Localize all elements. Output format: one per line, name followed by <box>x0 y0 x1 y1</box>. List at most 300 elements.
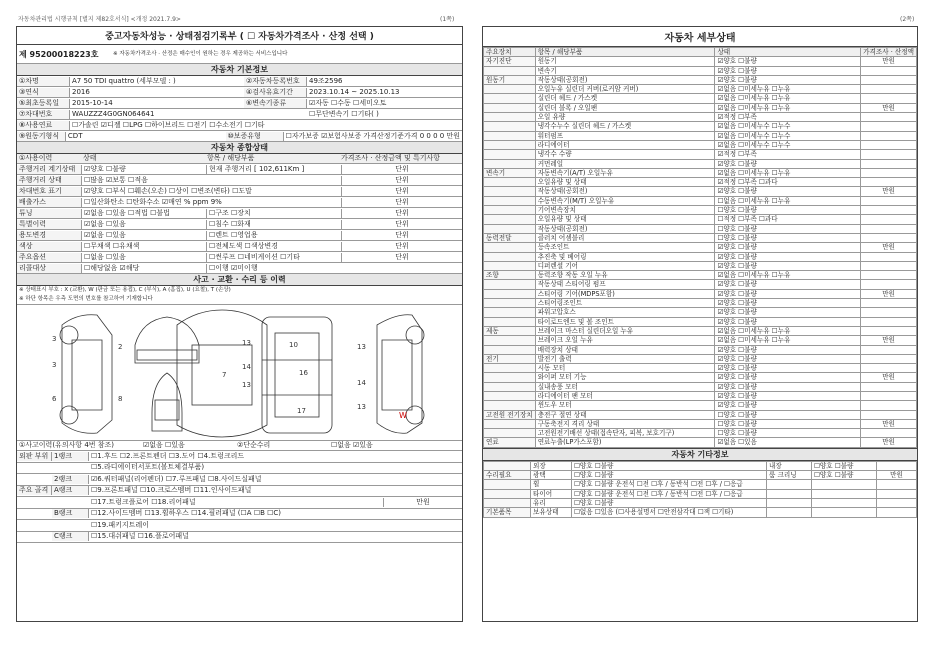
other-row <box>484 489 917 498</box>
detail-group <box>484 224 536 233</box>
basic-row <box>17 76 462 87</box>
general-state: ☑없음 ☐있음 <box>84 230 126 239</box>
other-info-table <box>483 461 917 518</box>
general-row <box>17 208 462 219</box>
general-state: ☐무채색 ☐유채색 <box>84 241 140 250</box>
detail-row <box>484 429 917 438</box>
detail-state: ☐양호 ☐불량 <box>715 206 861 215</box>
other-label: 광택 <box>531 471 572 480</box>
detail-item: 발전기 출력 <box>535 354 715 363</box>
svg-text:6: 6 <box>52 395 57 403</box>
detail-price <box>861 66 917 75</box>
other-state: ☐양호 ☐불량 <box>572 471 767 480</box>
detail-price <box>861 299 917 308</box>
detail-state: ☑없음 ☐미세누유 ☐누유 <box>715 271 861 280</box>
detail-status-table: 주요장치 항목 / 해당부품 상태 가격조사 · 산정액 자기진단 원동기 ☑양호 ☐불량 만원 변속기 ☑양호 ☐불량 원동기 작동상태(공회전) ☑양호 ☐불량 오일누유 실린더 커버(로커암 커버) ☑없음 ☐미세누유 ☐누유 실린더 헤드 / 가스켓 ☑없음 ☐미세누유 ☐누유 실린더 블록 / 오일팬 ☑없음 ☐미세누유 ☐누유 만원 오일 유량 ☑적정 ☐부족 냉각수누수 실린더 헤드 / 가스켓 ☑없음 ☐미세누수 ☐누수 워터펌프 ☑없음 ☐미세누수 ☐누수 라디에이터 ☑없음 ☐미세누수 ☐누수 냉각수 수량 ☑적정 ☐부족 커먼레일 ☑양호 ☐불량 변속기 자동변속기(A/T) 오일누유 ☑없음 ☐미세누유 ☐누유 오일유량 및 상태 ☑적정 ☐부족 ☐과다 작동상태(공회전) ☑양호 ☐불량 만원 수동변속기(M/T) 오일누유 ☐없음 ☐미세누유 ☐누유 기어변속장치 ☐양호 ☐불량 오일유량 및 상태 ☐적정 ☐부족 ☐과다 작동상태(공회전) ☐양호 ☐불량 동력전달 클러치 어셈블리 ☐양호 ☐불량 등속조인트 ☑양호 ☐불량 만원 추진축 및 베어링 ☑양호 ☐불량 디퍼렌셜 기어 ☑양호 ☐불량 조향 동력조향 작동 오일 누유 ☑없음 ☐미세누유 ☐누유 작동상태 스티어링 펌프 ☑양호 ☐불량 스티어링 기어(MDPS포함) ☑양호 ☐불량 만원 스티어링조인트 ☑양호 ☐불량 파워고압호스 ☑양호 ☐불량 타이로드엔드 및 볼 조인트 ☑양호 ☐불량 제동 브레이크 마스터 실린더오일 누유 ☑없음 ☐미세누유 ☐누유 브레이크 오일 누유 ☑없음 ☐미세누유 ☐누유 만원 배력장치 상태 ☑양호 ☐불량 전기 발전기 출력 ☑양호 ☐불량 시동 모터 ☑양호 ☐불량 와이퍼 모터 기능 ☑양호 ☐불량 만원 실내송풍 모터 ☑양호 ☐불량 라디에이터 팬 모터 ☑양호 ☐불량 윈도우 모터 ☑양호 ☐불량 고전원 전기장치 충전구 절연 상태 ☐양호 ☐불량 구동축전지 격리 상태 ☐양호 ☐불량 만원 고전원전기배선 상태(접속단자, 피복, 보호기구) ☐양호 ☐불량 연료 연료누출(LP가스포함) ☑없음 ☐있음 만원 <box>483 47 917 448</box>
detail-item: 타이로드엔드 및 볼 조인트 <box>535 317 715 326</box>
general-price: 단위 <box>341 176 462 185</box>
detail-row <box>484 113 917 122</box>
panel-row <box>17 451 462 463</box>
detail-group <box>484 308 536 317</box>
detail-item: 자동변속기(A/T) 오일누유 <box>535 168 715 177</box>
detail-item: 오일유량 및 상태 <box>535 178 715 187</box>
detail-state: ☑양호 ☐불량 <box>715 75 861 84</box>
car-top-icon <box>152 373 182 431</box>
detail-row <box>484 299 917 308</box>
detail-price <box>861 224 917 233</box>
detail-group: 제동 <box>484 326 536 335</box>
detail-state: ☑양호 ☐불량 <box>715 280 861 289</box>
panel-group: 주요 골격 <box>17 486 52 495</box>
general-price: 단위 <box>341 231 462 240</box>
detail-group <box>484 243 536 252</box>
detail-row <box>484 280 917 289</box>
basic-value: ☐가솔린 ☑디젤 ☐LPG ☐하이브리드 ☐전기 ☐수소전기 ☐기타 <box>72 120 265 129</box>
general-state: ☑없음 ☐있음 <box>84 219 126 228</box>
svg-text:13: 13 <box>357 403 366 411</box>
detail-group <box>484 150 536 159</box>
detail-row <box>484 419 917 428</box>
detail-row <box>484 308 917 317</box>
panel-items: ☐17.트렁크플로어 ☐18.리어패널 <box>91 497 196 506</box>
detail-group: 조향 <box>484 271 536 280</box>
detail-price <box>861 364 917 373</box>
detail-row <box>484 401 917 410</box>
detail-price <box>861 391 917 400</box>
svg-text:3: 3 <box>52 335 57 343</box>
detail-price: 만원 <box>861 57 917 66</box>
svg-text:3: 3 <box>52 361 57 369</box>
detail-row <box>484 261 917 270</box>
basic-value: 2015-10-14 <box>72 98 113 107</box>
detail-row <box>484 206 917 215</box>
detail-group <box>484 429 536 438</box>
basic-label: ⑤최초등록일 <box>17 99 70 108</box>
detail-group <box>484 94 536 103</box>
other-label-2: 내장 <box>767 461 812 470</box>
basic-label: ⑨원동기형식 <box>17 132 66 141</box>
panel-row <box>17 474 462 486</box>
other-group: 수리필요 <box>484 471 531 480</box>
detail-state: ☑양호 ☐불량 <box>715 252 861 261</box>
other-group: 기본품목 <box>484 508 531 517</box>
other-state: ☐없음 ☐있음 (☐사용설명서 ☐안전삼각대 ☐잭 ☐기타) <box>572 508 767 517</box>
general-label: 리콜대상 <box>17 264 82 273</box>
detail-state: ☑양호 ☐불량 <box>715 57 861 66</box>
detail-price <box>861 401 917 410</box>
basic-value-2: 49조2596 <box>309 76 343 85</box>
other-label: 타이어 <box>531 489 572 498</box>
detail-price <box>861 75 917 84</box>
detail-price <box>861 85 917 94</box>
panel-rank: 2랭크 <box>52 475 89 484</box>
general-price: 단위 <box>341 220 462 229</box>
detail-state: ☑양호 ☐불량 <box>715 187 861 196</box>
detail-item: 구동축전지 격리 상태 <box>535 419 715 428</box>
detail-price <box>861 206 917 215</box>
detail-row <box>484 252 917 261</box>
panel-items: ☐12.사이드멤버 ☐13.휠하우스 ☐14.필러패널 (☐A ☐B ☐C) <box>91 509 282 518</box>
car-side-left-icon <box>60 315 112 434</box>
detail-row <box>484 187 917 196</box>
panel-items: ☐9.프론트패널 ☐10.크로스멤버 ☐11.인사이드패널 <box>91 486 252 495</box>
general-status-header: ①사용이력 상태 항목 / 해당부품 가격조사 · 산정금액 및 특기사항 <box>17 154 462 164</box>
detail-group <box>484 261 536 270</box>
detail-item: 실린더 블록 / 오일팬 <box>535 103 715 112</box>
other-label-2 <box>767 489 812 498</box>
panel-items: ☑6.쿼터패널(리어펜더) ☐7.루프패널 ☐8.사이드실패널 <box>91 474 262 483</box>
panel-items: ☐19.패키지트레이 <box>91 520 149 529</box>
detail-item: 스티어링조인트 <box>535 299 715 308</box>
svg-text:14: 14 <box>357 379 366 387</box>
panel-items: ☐1.후드 ☐2.프론트펜더 ☐3.도어 ☐4.트렁크리드 <box>91 451 245 460</box>
detail-row <box>484 271 917 280</box>
general-item: ☐침수 ☐화재 <box>206 220 341 229</box>
basic-row <box>17 120 462 131</box>
detail-state: ☐없음 ☐미세누유 ☐누유 <box>715 196 861 205</box>
detail-price <box>861 178 917 187</box>
detail-item: 작동상태(공회전) <box>535 187 715 196</box>
svg-text:7: 7 <box>222 371 227 379</box>
detail-price: 만원 <box>861 243 917 252</box>
detail-row <box>484 75 917 84</box>
svg-text:2: 2 <box>118 343 123 351</box>
detail-price: 만원 <box>861 289 917 298</box>
general-status-title: 자동차 종합상태 <box>17 142 462 154</box>
general-row <box>17 230 462 241</box>
detail-row <box>484 168 917 177</box>
detail-group: 연료 <box>484 438 536 447</box>
detail-row <box>484 289 917 298</box>
basic-label-2: ②자동차등록번호 <box>244 77 307 86</box>
other-row <box>484 471 917 480</box>
general-label: 튜닝 <box>17 209 82 218</box>
other-group <box>484 489 531 498</box>
detail-row <box>484 224 917 233</box>
detail-item: 변속기 <box>535 66 715 75</box>
panel-rank: A랭크 <box>52 486 89 495</box>
panel-items: ☐15.대쉬패널 ☐16.플로어패널 <box>91 532 189 541</box>
other-price <box>877 489 917 498</box>
basic-label-2: ⑥변속기종류 <box>244 99 307 108</box>
detail-group <box>484 66 536 75</box>
general-price: 단위 <box>341 253 462 262</box>
other-label: 휠 <box>531 480 572 489</box>
general-item: ☐전체도색 ☐색상변경 <box>206 242 341 251</box>
detail-row <box>484 196 917 205</box>
detail-state: ☑양호 ☐불량 <box>715 66 861 75</box>
other-group <box>484 480 531 489</box>
basic-label: ①차명 <box>17 77 70 86</box>
detail-row <box>484 66 917 75</box>
svg-text:13: 13 <box>357 343 366 351</box>
general-row <box>17 219 462 230</box>
basic-value: CDT <box>67 131 83 140</box>
general-label: 특별이력 <box>17 220 82 229</box>
general-item: ☐구조 ☐장치 <box>206 209 341 218</box>
general-price: 단위 <box>341 242 462 251</box>
general-state: ☑양호 ☐부식 ☐훼손(오손) ☐상이 ☐변조(변타) ☐도말 <box>84 186 252 195</box>
detail-state: ☑없음 ☐미세누유 ☐누유 <box>715 336 861 345</box>
document-number: 제 95200018223호 <box>19 49 99 59</box>
detail-state: ☑없음 ☐미세누유 ☐누유 <box>715 103 861 112</box>
basic-value-2: ☑자동 ☐수동 ☐세미오토 <box>309 98 387 107</box>
detail-state: ☑없음 ☐미세누유 ☐누유 <box>715 168 861 177</box>
form-title: 중고자동차성능 · 상태점검기록부 ( ☐ 자동차가격조사 · 산정 선택 ) <box>17 27 462 45</box>
detail-row <box>484 373 917 382</box>
page-number-left: (1쪽) <box>440 16 455 23</box>
damage-mark: W <box>399 411 407 420</box>
basic-row <box>17 87 462 98</box>
general-item: ☐이행 ☑미이행 <box>206 264 341 273</box>
detail-item: 추진축 및 베어링 <box>535 252 715 261</box>
detail-row <box>484 410 917 419</box>
detail-row <box>484 103 917 112</box>
detail-group <box>484 373 536 382</box>
detail-state: ☑양호 ☐불량 <box>715 317 861 326</box>
detail-row <box>484 243 917 252</box>
detail-state: ☑양호 ☐불량 <box>715 373 861 382</box>
detail-item: 실린더 헤드 / 가스켓 <box>535 94 715 103</box>
detail-state: ☐양호 ☐불량 <box>715 233 861 242</box>
general-row <box>17 186 462 197</box>
detail-state: ☑없음 ☐미세누유 ☐누유 <box>715 326 861 335</box>
other-state-2 <box>812 508 877 517</box>
svg-text:13: 13 <box>242 339 251 347</box>
other-state-2 <box>812 489 877 498</box>
general-state: ☐많음 ☑보통 ☐적음 <box>84 175 148 184</box>
detail-item: 연료누출(LP가스포함) <box>535 438 715 447</box>
detail-item: 냉각수 수량 <box>535 150 715 159</box>
basic-value-2: ☐자가보증 ☑보험사보증 가격산정기준가격 0 0 0 0 만원 <box>285 131 460 140</box>
form-reference: 자동차관리법 시행규칙 [별지 제82호서식] <개정 2021.7.9> <box>18 16 181 23</box>
detail-price <box>861 345 917 354</box>
detail-price: 만원 <box>861 373 917 382</box>
detail-group <box>484 364 536 373</box>
other-price <box>877 498 917 507</box>
detail-group <box>484 345 536 354</box>
detail-item: 충전구 절연 상태 <box>535 410 715 419</box>
panel-row <box>17 532 462 544</box>
detail-row <box>484 336 917 345</box>
other-state-2 <box>812 480 877 489</box>
panel-row <box>17 520 462 532</box>
form-note: ※ 자동차가격조사 · 산정은 매수인이 원하는 경우 제공하는 서비스입니다 <box>113 50 288 57</box>
detail-price <box>861 382 917 391</box>
other-state: ☐양호 ☐불량 운전석 ☐전 ☐후 / 동반석 ☐전 ☐후 / ☐응급 <box>572 489 767 498</box>
detail-group <box>484 103 536 112</box>
detail-item: 배력장치 상태 <box>535 345 715 354</box>
general-row <box>17 252 462 263</box>
general-item: 현재 주행거리 [ 102,611Km ] <box>206 165 341 174</box>
detail-state: ☑양호 ☐불량 <box>715 382 861 391</box>
detail-item: 기어변속장치 <box>535 206 715 215</box>
detail-state: ☐양호 ☐불량 <box>715 419 861 428</box>
detail-price: 만원 <box>861 336 917 345</box>
detail-group <box>484 122 536 131</box>
detail-item: 파워고압호스 <box>535 308 715 317</box>
detail-item: 시동 모터 <box>535 364 715 373</box>
detail-group <box>484 252 536 261</box>
detail-item: 작동상태(공회전) <box>535 224 715 233</box>
general-row <box>17 175 462 186</box>
detail-item: 윈도우 모터 <box>535 401 715 410</box>
detail-state: ☑적정 ☐부족 <box>715 113 861 122</box>
general-state: ☑없음 ☐있음 ☐적법 ☐불법 <box>84 208 170 217</box>
detail-group <box>484 159 536 168</box>
general-state: ☐해당없음 ☑해당 <box>84 263 140 272</box>
basic-label: ⑦차대번호 <box>17 110 70 119</box>
detail-group: 동력전달 <box>484 233 536 242</box>
detail-price: 만원 <box>861 103 917 112</box>
panel-group: 외판 부위 <box>17 452 52 461</box>
detail-row <box>484 233 917 242</box>
detail-row <box>484 317 917 326</box>
detail-group <box>484 178 536 187</box>
detail-price <box>861 410 917 419</box>
detail-status-title: 자동차 세부상태 <box>483 27 917 47</box>
detail-state: ☑없음 ☐미세누유 ☐누유 <box>715 85 861 94</box>
detail-state: ☑없음 ☐미세누수 ☐누수 <box>715 131 861 140</box>
detail-item: 브레이크 마스터 실린더오일 누유 <box>535 326 715 335</box>
basic-value: A7 50 TDI quattro (세부모델 : ) <box>72 76 176 85</box>
accident-note-2: ※ 하단 항목은 우측 도면의 번호를 참고하여 기재합니다 <box>17 295 462 305</box>
basic-info-title: 자동차 기본정보 <box>17 64 462 76</box>
basic-row <box>17 131 462 142</box>
general-state: ☐없음 ☐있음 <box>84 252 126 261</box>
detail-item: 등속조인트 <box>535 243 715 252</box>
detail-state: ☑양호 ☐불량 <box>715 289 861 298</box>
general-label: 주요옵션 <box>17 253 82 262</box>
svg-text:13: 13 <box>242 381 251 389</box>
detail-row <box>484 215 917 224</box>
svg-text:16: 16 <box>299 369 308 377</box>
detail-group <box>484 215 536 224</box>
accident-question-row: ①사고이력(유의사항 4번 참조) ☑없음 ☐있음 ②단순수리 ☐없음 ☑있음 <box>17 441 462 451</box>
general-item: ☐썬루프 ☐네비게이션 ☐기타 <box>206 253 341 262</box>
detail-state: ☑없음 ☐미세누수 ☐누수 <box>715 122 861 131</box>
detail-group <box>484 196 536 205</box>
detail-row <box>484 122 917 131</box>
basic-value: WAUZZZ4G0GN064641 <box>72 109 155 118</box>
detail-row <box>484 94 917 103</box>
detail-group: 자기진단 <box>484 57 536 66</box>
general-row <box>17 241 462 252</box>
detail-price <box>861 94 917 103</box>
detail-row <box>484 326 917 335</box>
basic-row <box>17 109 462 120</box>
other-row <box>484 480 917 489</box>
panel-rank: B랭크 <box>52 509 89 518</box>
svg-text:17: 17 <box>297 407 306 415</box>
detail-group <box>484 419 536 428</box>
other-label-2 <box>767 498 812 507</box>
general-price: 단위 <box>341 198 462 207</box>
detail-group <box>484 187 536 196</box>
detail-item: 오일누유 실린더 커버(로커암 커버) <box>535 85 715 94</box>
detail-price <box>861 131 917 140</box>
detail-state: ☐양호 ☐불량 <box>715 429 861 438</box>
detail-state: ☐양호 ☐불량 <box>715 410 861 419</box>
detail-group <box>484 299 536 308</box>
basic-label: ⑧사용연료 <box>17 121 70 130</box>
basic-value-2: 2023.10.14 ~ 2025.10.13 <box>309 87 400 96</box>
detail-item: 라디에이터 <box>535 140 715 149</box>
detail-state: ☑양호 ☐불량 <box>715 261 861 270</box>
detail-price <box>861 308 917 317</box>
detail-price <box>861 429 917 438</box>
detail-row <box>484 140 917 149</box>
detail-group <box>484 391 536 400</box>
detail-state: ☑없음 ☐미세누유 ☐누유 <box>715 94 861 103</box>
other-group <box>484 498 531 507</box>
detail-row <box>484 345 917 354</box>
general-row <box>17 197 462 208</box>
detail-state: ☑적정 ☐부족 <box>715 150 861 159</box>
detail-item: 동력조향 작동 오일 누유 <box>535 271 715 280</box>
car-frame-icon <box>262 317 332 433</box>
other-label-2: 룸 크리닝 <box>767 471 812 480</box>
other-state: ☐양호 ☐불량 <box>572 461 767 470</box>
detail-item: 오일 유량 <box>535 113 715 122</box>
detail-row <box>484 159 917 168</box>
panel-row <box>17 486 462 498</box>
detail-item: 워터펌프 <box>535 131 715 140</box>
detail-state: ☑양호 ☐불량 <box>715 401 861 410</box>
other-label: 외장 <box>531 461 572 470</box>
detail-state: ☑양호 ☐불량 <box>715 299 861 308</box>
detail-price <box>861 252 917 261</box>
general-status-table <box>17 164 462 274</box>
detail-price <box>861 168 917 177</box>
detail-price <box>861 261 917 270</box>
panel-rank: C랭크 <box>52 532 89 541</box>
detail-group: 고전원 전기장치 <box>484 410 536 419</box>
other-label-2 <box>767 508 812 517</box>
other-state-2: ☐양호 ☐불량 <box>812 461 877 470</box>
detail-state: ☑양호 ☐불량 <box>715 354 861 363</box>
other-state: ☐양호 ☐불량 운전석 ☐전 ☐후 / 동반석 ☐전 ☐후 / ☐응급 <box>572 480 767 489</box>
detail-row <box>484 364 917 373</box>
detail-group <box>484 401 536 410</box>
detail-state: ☑적정 ☐부족 ☐과다 <box>715 178 861 187</box>
detail-item: 실내송풍 모터 <box>535 382 715 391</box>
detail-group <box>484 206 536 215</box>
detail-price <box>861 317 917 326</box>
detail-item: 와이퍼 모터 기능 <box>535 373 715 382</box>
vehicle-diagram <box>17 305 462 441</box>
panel-table <box>17 451 462 543</box>
detail-price <box>861 280 917 289</box>
general-label: 용도변경 <box>17 231 82 240</box>
detail-row <box>484 178 917 187</box>
accident-history-title: 사고 · 교환 · 수리 등 이력 <box>17 274 462 286</box>
general-row <box>17 164 462 175</box>
general-label: 차대번호 표기 <box>17 187 82 196</box>
general-state: ☑양호 ☐불량 <box>84 164 126 173</box>
svg-text:14: 14 <box>242 363 251 371</box>
detail-state: ☐양호 ☐불량 <box>715 224 861 233</box>
detail-item: 라디에이터 팬 모터 <box>535 391 715 400</box>
general-price: 단위 <box>341 165 462 174</box>
other-group <box>484 461 531 470</box>
other-row <box>484 461 917 470</box>
basic-label-2: ④검사유효기간 <box>244 88 307 97</box>
panel-price: 만원 <box>383 498 462 507</box>
detail-group <box>484 382 536 391</box>
other-price: 만원 <box>877 471 917 480</box>
other-state-2 <box>812 498 877 507</box>
